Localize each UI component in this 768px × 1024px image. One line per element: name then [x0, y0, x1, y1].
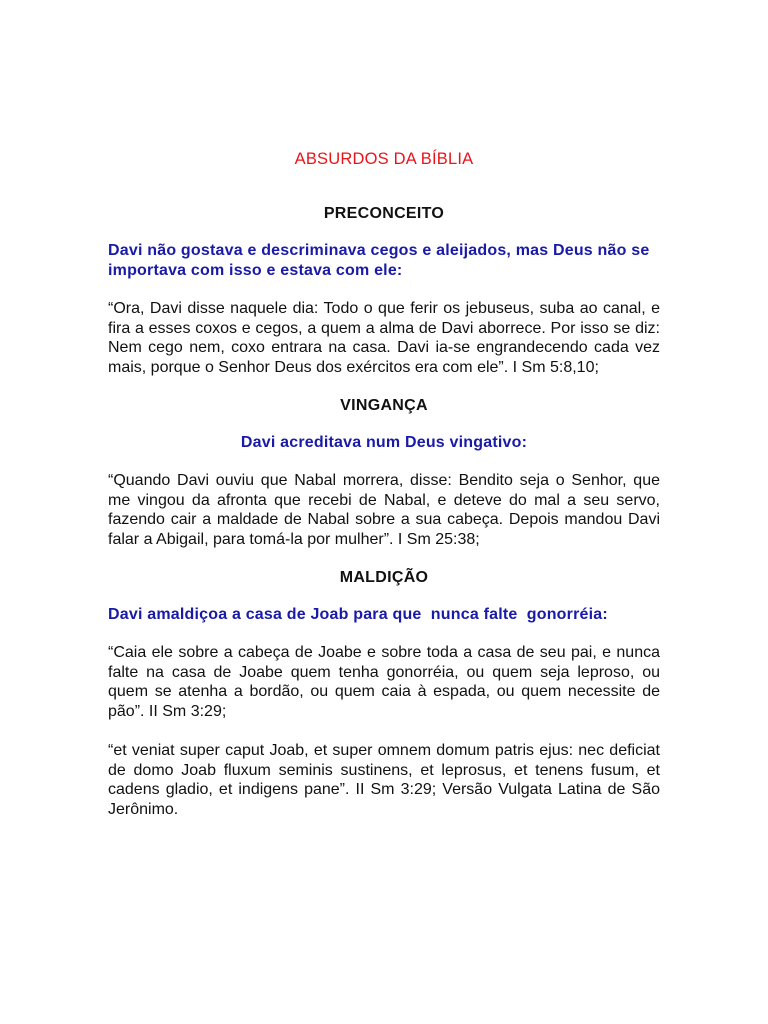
section-lead: Davi amaldiçoa a casa de Joab para que nunca falte gonorréia:	[108, 606, 608, 623]
section-heading: MALDIÇÃO	[339, 569, 429, 586]
section-lead: Davi acreditava num Deus vingativo:	[240, 434, 528, 451]
section-quote: “Quando Davi ouviu que Nabal morrera, disse: Bendito seja o Senhor, que me vingou da afronta que recebi de Nabal, e deteve do mal a seu servo, fazendo cair a maldade de Nabal sobre a sua cabeça. Depois mandou Davi falar a Abigail, para tomá-la por mulher”. I Sm 25:38;	[108, 472, 660, 548]
document-title: ABSURDOS DA BÍBLIA	[294, 150, 474, 168]
section-lead: Davi não gostava e descriminava cegos e aleijados, mas Deus não se importava com isso e estava com ele:	[108, 242, 650, 279]
section-quote-latin: “et veniat super caput Joab, et super omnem domum patris ejus: nec deficiat de domo Joab fluxum seminis sustinens, et leprosus, et tenens fusum, et cadens gladio, et indigens pane”. II Sm 3:29; Versão Vulgata Latina de São Jerônimo.	[108, 742, 660, 818]
section-vinganca	[108, 397, 660, 549]
section-heading: PRECONCEITO	[323, 205, 445, 222]
section-maldicao	[108, 569, 660, 819]
section-quote: “Ora, Davi disse naquele dia: Todo o que ferir os jebuseus, suba ao canal, e fira a esses coxos e cegos, a quem a alma de Davi aborrece. Por isso se diz: Nem cego nem, coxo entrara na casa. Davi ia-se engrandecendo cada vez mais, porque o Senhor Deus dos exércitos era com ele”. I Sm 5:8,10;	[108, 300, 660, 376]
section-preconceito	[108, 205, 660, 377]
document-page	[108, 150, 660, 839]
section-heading: VINGANÇA	[340, 397, 428, 414]
section-quote: “Caia ele sobre a cabeça de Joabe e sobre toda a casa de seu pai, e nunca falte na casa de Joabe quem tenha gonorréia, ou quem seja leproso, ou quem se atenha a bordão, ou quem caia à espada, ou quem necessite de pão”. II Sm 3:29;	[108, 644, 660, 720]
